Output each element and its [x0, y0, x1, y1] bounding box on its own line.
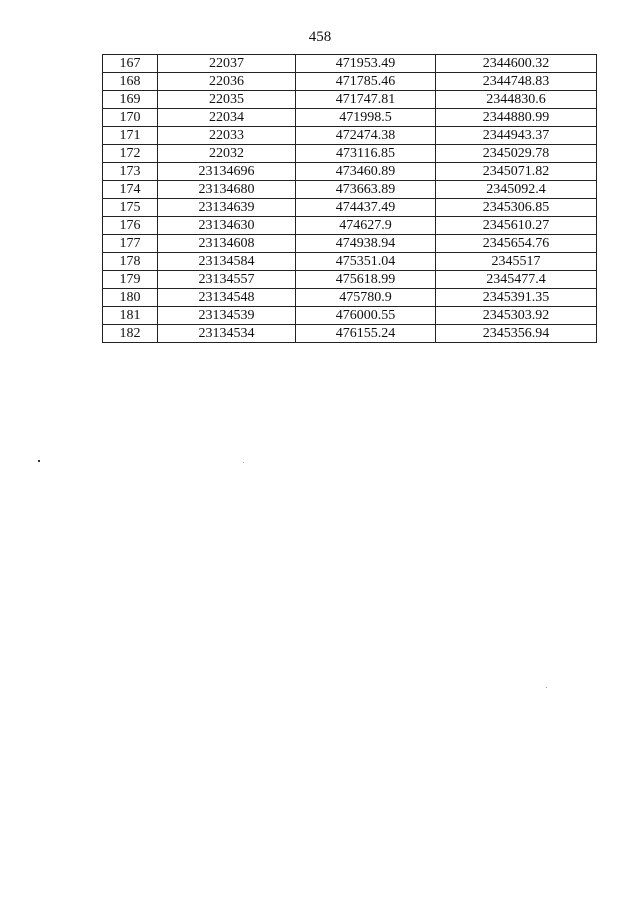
scan-speck [243, 462, 244, 463]
point-number-cell: 172 [103, 145, 158, 163]
y-coordinate-cell: 2345517 [436, 253, 597, 271]
x-coordinate-cell: 471953.49 [296, 55, 436, 73]
point-number-cell: 168 [103, 73, 158, 91]
page-number: 458 [308, 29, 332, 45]
y-coordinate-cell: 2344600.32 [436, 55, 597, 73]
table-body [103, 55, 597, 343]
id-cell: 23134584 [158, 253, 296, 271]
coordinates-table [102, 54, 597, 343]
table-row [103, 73, 597, 91]
x-coordinate-cell: 473460.89 [296, 163, 436, 181]
y-coordinate-cell: 2344748.83 [436, 73, 597, 91]
table-row [103, 145, 597, 163]
point-number-cell: 167 [103, 55, 158, 73]
x-coordinate-cell: 473663.89 [296, 181, 436, 199]
id-cell: 22034 [158, 109, 296, 127]
x-coordinate-cell: 474437.49 [296, 199, 436, 217]
id-cell: 22032 [158, 145, 296, 163]
point-number-cell: 171 [103, 127, 158, 145]
y-coordinate-cell: 2345306.85 [436, 199, 597, 217]
id-cell: 23134608 [158, 235, 296, 253]
table-row [103, 127, 597, 145]
point-number-cell: 178 [103, 253, 158, 271]
y-coordinate-cell: 2345071.82 [436, 163, 597, 181]
point-number-cell: 176 [103, 217, 158, 235]
x-coordinate-cell: 471998.5 [296, 109, 436, 127]
point-number-cell: 174 [103, 181, 158, 199]
id-cell: 22037 [158, 55, 296, 73]
id-cell: 23134630 [158, 217, 296, 235]
y-coordinate-cell: 2344830.6 [436, 91, 597, 109]
y-coordinate-cell: 2345303.92 [436, 307, 597, 325]
x-coordinate-cell: 476000.55 [296, 307, 436, 325]
id-cell: 23134557 [158, 271, 296, 289]
table-row [103, 217, 597, 235]
id-cell: 23134696 [158, 163, 296, 181]
y-coordinate-cell: 2344943.37 [436, 127, 597, 145]
id-cell: 23134534 [158, 325, 296, 343]
table-row [103, 91, 597, 109]
y-coordinate-cell: 2344880.99 [436, 109, 597, 127]
id-cell: 23134680 [158, 181, 296, 199]
point-number-cell: 170 [103, 109, 158, 127]
point-number-cell: 169 [103, 91, 158, 109]
id-cell: 22035 [158, 91, 296, 109]
table-row [103, 235, 597, 253]
point-number-cell: 182 [103, 325, 158, 343]
table-row [103, 199, 597, 217]
x-coordinate-cell: 472474.38 [296, 127, 436, 145]
y-coordinate-cell: 2345654.76 [436, 235, 597, 253]
table-row [103, 163, 597, 181]
table-row [103, 271, 597, 289]
point-number-cell: 179 [103, 271, 158, 289]
id-cell: 23134539 [158, 307, 296, 325]
id-cell: 22033 [158, 127, 296, 145]
x-coordinate-cell: 475780.9 [296, 289, 436, 307]
point-number-cell: 175 [103, 199, 158, 217]
table-row [103, 109, 597, 127]
point-number-cell: 173 [103, 163, 158, 181]
scan-speck [38, 460, 40, 462]
table-row [103, 55, 597, 73]
y-coordinate-cell: 2345610.27 [436, 217, 597, 235]
id-cell: 22036 [158, 73, 296, 91]
x-coordinate-cell: 474938.94 [296, 235, 436, 253]
y-coordinate-cell: 2345356.94 [436, 325, 597, 343]
y-coordinate-cell: 2345092.4 [436, 181, 597, 199]
x-coordinate-cell: 471785.46 [296, 73, 436, 91]
id-cell: 23134548 [158, 289, 296, 307]
x-coordinate-cell: 473116.85 [296, 145, 436, 163]
table-row [103, 325, 597, 343]
x-coordinate-cell: 476155.24 [296, 325, 436, 343]
scan-speck [546, 687, 547, 688]
x-coordinate-cell: 475351.04 [296, 253, 436, 271]
point-number-cell: 181 [103, 307, 158, 325]
y-coordinate-cell: 2345391.35 [436, 289, 597, 307]
point-number-cell: 180 [103, 289, 158, 307]
x-coordinate-cell: 471747.81 [296, 91, 436, 109]
table-row [103, 181, 597, 199]
x-coordinate-cell: 474627.9 [296, 217, 436, 235]
table-row [103, 307, 597, 325]
table-row [103, 289, 597, 307]
table-row [103, 253, 597, 271]
x-coordinate-cell: 475618.99 [296, 271, 436, 289]
y-coordinate-cell: 2345029.78 [436, 145, 597, 163]
id-cell: 23134639 [158, 199, 296, 217]
y-coordinate-cell: 2345477.4 [436, 271, 597, 289]
point-number-cell: 177 [103, 235, 158, 253]
